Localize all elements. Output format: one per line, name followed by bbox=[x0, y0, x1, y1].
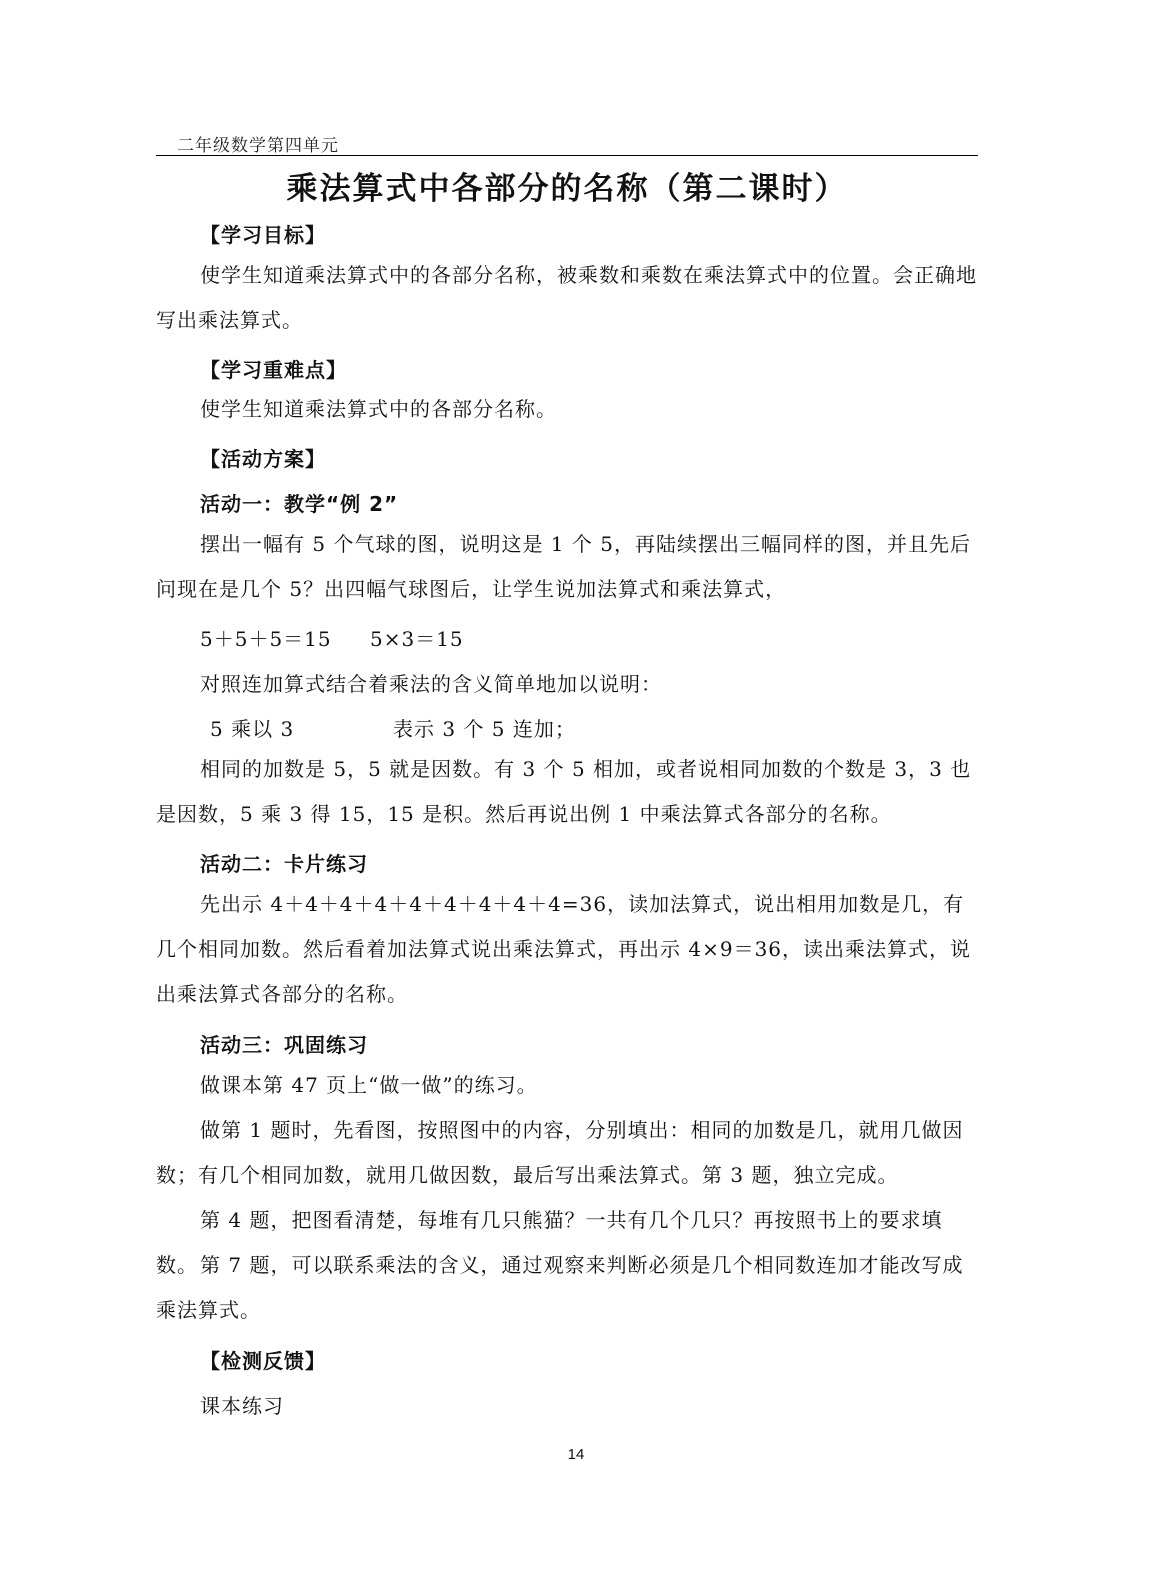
page-number: 14 bbox=[567, 1446, 585, 1463]
activity1-paragraph-1 bbox=[156, 522, 978, 612]
activity3-paragraph-2 bbox=[156, 1108, 978, 1198]
plan-heading: 【活动方案】 bbox=[200, 447, 326, 471]
activity3-text-4: 第 7 题，可以联系乘法的含义，通过观察来判断必须是几个相同数连加才能改写成乘法算式。 bbox=[156, 1253, 964, 1322]
activity3-text-2: 做第 1 题时，先看图，按照图中的内容，分别填出：相同的加数是几，就用几做因数；有几个相同加数，就用几做因数，最后写出乘法算式。第 3 题，独立完成。 bbox=[156, 1118, 964, 1187]
activity1-heading: 活动一：教学“例 2” bbox=[200, 492, 399, 516]
key-heading: 【学习重难点】 bbox=[200, 358, 347, 382]
activity3-text-3: 第 4 题，把图看清楚，每堆有几只熊猫？一共有几个几只？再按照书上的要求填数。 bbox=[156, 1208, 943, 1277]
activity3-heading: 活动三：巩固练习 bbox=[200, 1033, 368, 1057]
goal-paragraph bbox=[156, 253, 978, 343]
goal-text: 使学生知道乘法算式中的各部分名称，被乘数和乘数在乘法算式中的位置。会正确地写出乘法算式。 bbox=[156, 263, 977, 332]
activity3-paragraph-1 bbox=[156, 1063, 978, 1108]
activity2-paragraph bbox=[156, 882, 978, 1017]
running-header: 二年级数学第四单元 bbox=[177, 136, 339, 156]
activity3-text-1: 做课本第 47 页上“做一做”的练习。 bbox=[200, 1073, 538, 1097]
activity1-text-3: 相同的加数是 5，5 就是因数。有 3 个 5 相加，或者说相同加数的个数是 3，3 也是因数，5 乘 3 得 15，15 是积。然后再说出例 1 中乘法算式各部分的名称。 bbox=[156, 757, 972, 826]
equation-addition: 5＋5＋5＝15 bbox=[200, 627, 332, 651]
key-text: 使学生知道乘法算式中的各部分名称。 bbox=[200, 397, 557, 421]
key-paragraph bbox=[156, 387, 978, 432]
feedback-heading: 【检测反馈】 bbox=[200, 1349, 326, 1373]
feedback-text: 课本练习 bbox=[200, 1394, 284, 1418]
activity1-paragraph-3 bbox=[156, 747, 978, 837]
explanation-term: 5 乘以 3 bbox=[210, 717, 295, 741]
activity2-text: 先出示 4＋4＋4＋4＋4＋4＋4＋4＋4=36，读加法算式，说出相用加数是几，有几个相同加数。然后看着加法算式说出乘法算式，再出示 4×9＝36，读出乘法算式，说出乘法算式各部分的名称。 bbox=[156, 892, 972, 1006]
activity1-text-2: 对照连加算式结合着乘法的含义简单地加以说明： bbox=[200, 672, 662, 696]
activity2-heading: 活动二：卡片练习 bbox=[200, 852, 368, 876]
equation-multiplication: 5×3＝15 bbox=[370, 627, 464, 651]
goal-heading: 【学习目标】 bbox=[200, 223, 326, 247]
explanation-meaning: 表示 3 个 5 连加； bbox=[393, 717, 576, 741]
page-title: 乘法算式中各部分的名称（第二课时） bbox=[286, 171, 848, 207]
activity3-paragraph-4 bbox=[156, 1243, 978, 1333]
header-rule bbox=[156, 155, 978, 156]
activity1-text-1: 摆出一幅有 5 个气球的图，说明这是 1 个 5，再陆续摆出三幅同样的图，并且先后问现在是几个 5？出四幅气球图后，让学生说加法算式和乘法算式， bbox=[156, 532, 971, 601]
